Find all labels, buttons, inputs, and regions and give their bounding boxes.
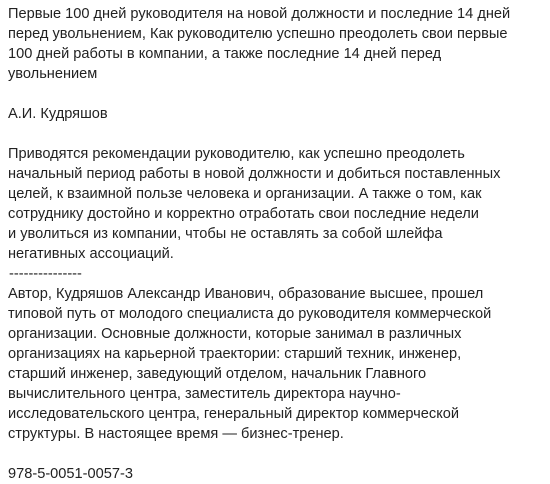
title-line: перед увольнением, Как руководителю успешно преодолеть свои первые [8,26,508,42]
isbn-number: 978-5-0051-0057-3 [8,466,133,482]
annotation-paragraph [8,144,544,264]
author-name: А.И. Кудряшов [8,106,108,122]
spacer [8,84,544,104]
annotation-line: негативных ассоциаций. [8,246,174,262]
separator-line: --------------- [9,266,82,282]
about-author-line: Автор, Кудряшов Александр Иванович, образование высшее, прошел [8,286,484,302]
annotation-line: начальный период работы в новой должности и добиться поставленных [8,166,501,182]
spacer [8,124,544,144]
title-line: 100 дней работы в компании, а также последние 14 дней перед [8,46,442,62]
annotation-line: Приводятся рекомендации руководителю, как успешно преодолеть [8,146,465,162]
document-title [8,4,544,84]
title-line: увольнением [8,66,98,82]
about-author-line: старший инженер, заведующий отделом, начальник Главного [8,366,427,382]
about-author-line: организациях на карьерной траектории: старший техник, инженер, [8,346,462,362]
document-body [8,4,544,484]
about-author-line: структуры. В настоящее время — бизнес-тренер. [8,426,344,442]
spacer [8,444,544,464]
about-author-line: исследовательского центра, генеральный директор коммерческой [8,406,460,422]
annotation-line: и уволиться из компании, чтобы не оставлять за собой шлейфа [8,226,443,242]
about-author-paragraph [8,284,544,444]
annotation-line: целей, к взаимной пользе человека и организации. А также о том, как [8,186,482,202]
annotation-line: сотруднику достойно и корректно отработать свои последние недели [8,206,479,222]
about-author-line: вычислительного центра, заместитель директора научно- [8,386,401,402]
about-author-line: организации. Основные должности, которые занимал в различных [8,326,462,342]
title-line: Первые 100 дней руководителя на новой должности и последние 14 дней [8,6,511,22]
about-author-line: типовой путь от молодого специалиста до руководителя коммерческой [8,306,492,322]
